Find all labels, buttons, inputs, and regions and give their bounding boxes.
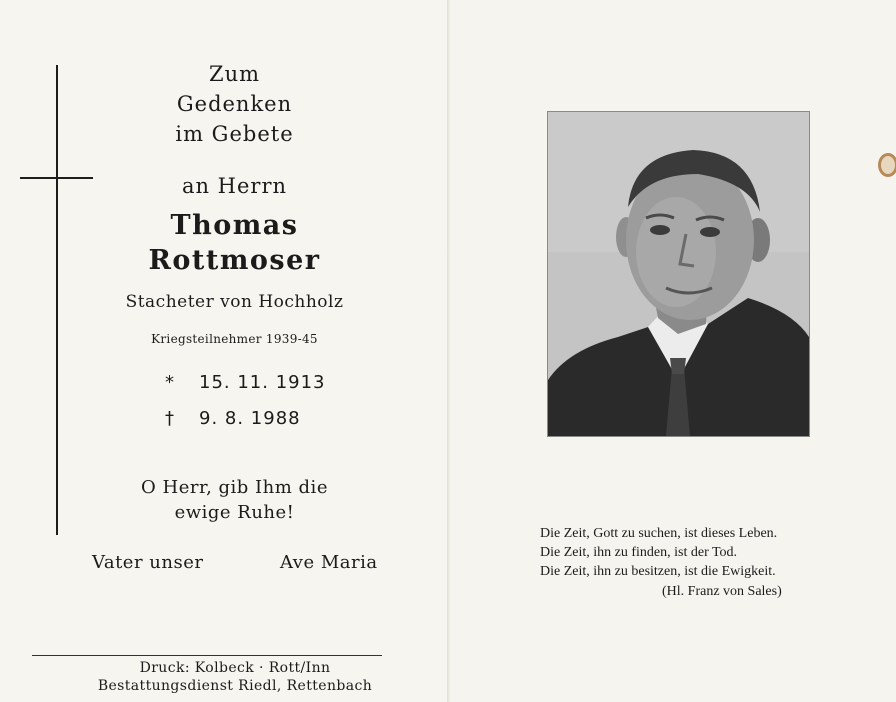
divider bbox=[32, 655, 382, 656]
quote-line-2: Die Zeit, ihn zu finden, ist der Tod. bbox=[540, 545, 738, 560]
printer-line-1: Druck: Kolbeck · Rott/Inn bbox=[139, 660, 331, 676]
prayer-vater-unser: Vater unser bbox=[92, 552, 204, 573]
portrait-photo bbox=[547, 111, 810, 437]
quote-line-3: Die Zeit, ihn zu besitzen, ist die Ewigkeit. bbox=[540, 564, 776, 579]
page-fold bbox=[447, 0, 450, 702]
quote-attribution: (Hl. Franz von Sales) bbox=[662, 584, 782, 599]
born-symbol: * bbox=[165, 372, 175, 393]
prayer-ave-maria: Ave Maria bbox=[280, 552, 378, 573]
quote-line-1: Die Zeit, Gott zu suchen, ist dieses Leben. bbox=[540, 526, 778, 541]
died-row bbox=[165, 408, 365, 429]
born-row bbox=[165, 372, 365, 393]
prayer-line-1: O Herr, gib Ihm die bbox=[141, 477, 328, 498]
died-date: 9. 8. 1988 bbox=[199, 408, 301, 429]
portrait-illustration bbox=[548, 112, 809, 436]
cross-icon bbox=[56, 65, 58, 535]
prayer-line-2: ewige Ruhe! bbox=[174, 502, 295, 523]
died-symbol: † bbox=[165, 408, 175, 429]
heading-line-2: Gedenken bbox=[176, 92, 293, 116]
service: Kriegsteilnehmer 1939-45 bbox=[151, 332, 318, 346]
addressee: an Herrn bbox=[181, 174, 288, 198]
name-first: Thomas bbox=[170, 210, 299, 241]
paper-stain bbox=[878, 153, 896, 177]
heading-line-3: im Gebete bbox=[175, 122, 294, 146]
born-date: 15. 11. 1913 bbox=[199, 372, 326, 393]
heading-line-1: Zum bbox=[208, 62, 261, 86]
name-last: Rottmoser bbox=[148, 245, 321, 276]
printer-line-2: Bestattungsdienst Riedl, Rettenbach bbox=[97, 678, 373, 694]
title: Stacheter von Hochholz bbox=[125, 292, 344, 312]
